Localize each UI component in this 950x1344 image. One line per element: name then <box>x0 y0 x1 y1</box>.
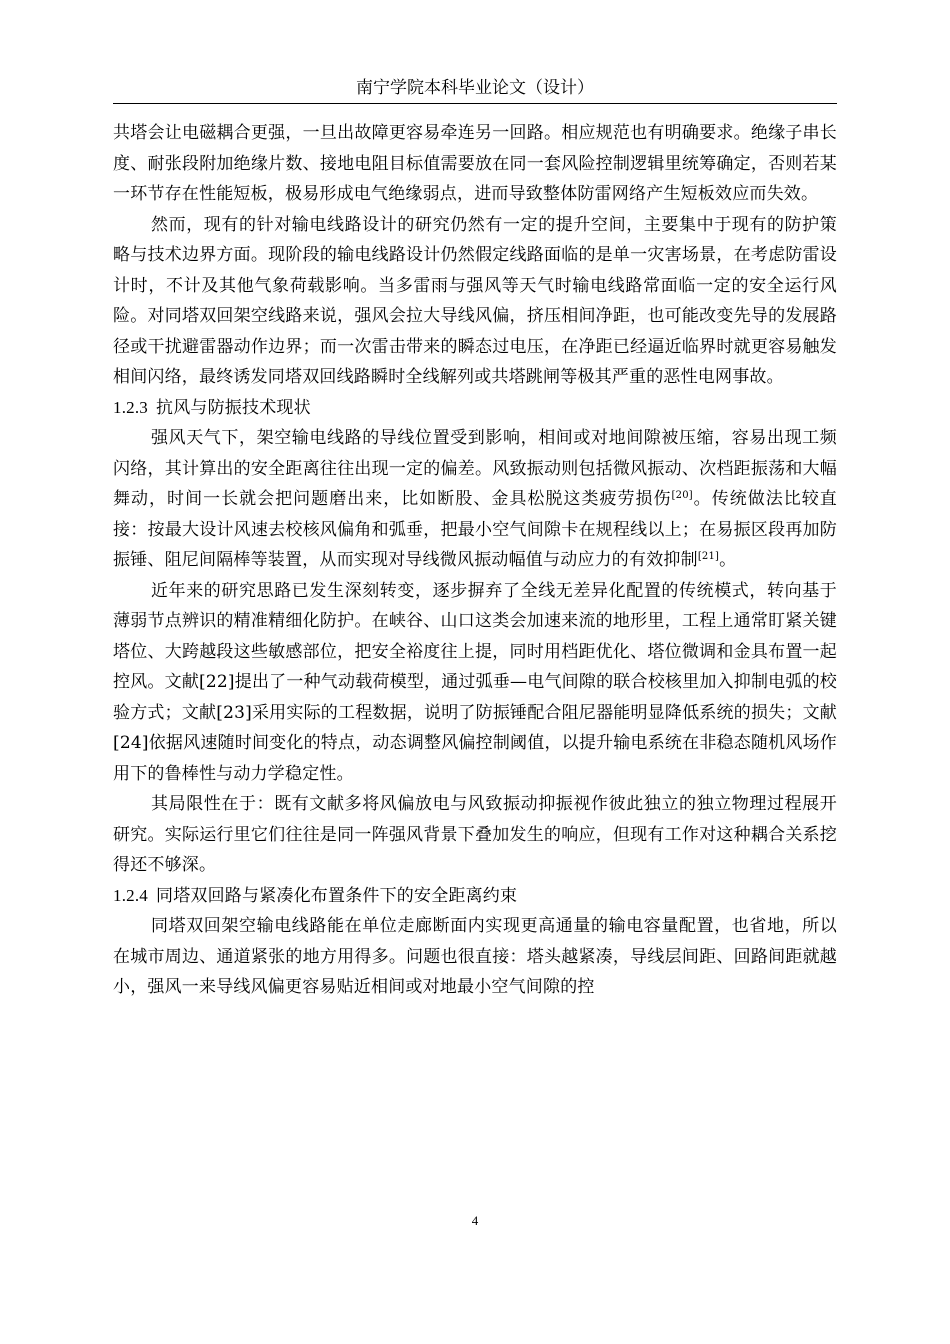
section-title: 同塔双回路与紧凑化布置条件下的安全距离约束 <box>156 885 518 906</box>
page-body <box>113 118 837 1003</box>
paragraph-limitations: 其局限性在于：既有文献多将风偏放电与风致振动抑振视作彼此独立的独立物理过程展开研究。实际运行里它们往往是同一阵强风背景下叠加发生的响应，但现有工作对这种耦合关系挖得还不够深。 <box>113 794 837 875</box>
page-number: 4 <box>471 1213 479 1228</box>
section-number: 1.2.3 <box>113 397 148 417</box>
paragraph-recent-research: 近年来的研究思路已发生深刻转变，逐步摒弃了全线无差异化配置的传统模式，转向基于薄弱节点辨识的精准精细化防护。在峡谷、山口这类会加速来流的地形里，工程上通常盯紧关键塔位、大跨越段这些敏感部位，把安全裕度往上提，同时用档距优化、塔位微调和金具布置一起控风。文献[22]提出了一种气动载荷模型，通过弧垂—电气间隙的联合校核里加入抑制电弧的校验方式；文献[23]采用实际的工程数据，说明了防振锤配合阻尼器能明显降低系统的损失；文献[24]依据风速随时间变化的特点，动态调整风偏控制阈值，以提升输电系统在非稳态随机风场作用下的鲁棒性与动力学稳定性。 <box>113 580 837 784</box>
section-title: 抗风与防振技术现状 <box>156 397 311 418</box>
text-run: 。 <box>719 550 737 570</box>
citation-20: [20] <box>671 490 693 501</box>
section-number: 1.2.4 <box>113 885 148 905</box>
text-run: 。传统做法比较直接：按最大设计风速去校核风偏角和弧垂，把最小空气间隙卡在规程线以上；在易振区段再加防振锤、阻尼间隔棒等装置，从而实现对导线微风振动幅值与动应力的有效抑制 <box>113 489 837 570</box>
running-header: 南宁学院本科毕业论文（设计） <box>356 78 594 98</box>
paragraph-continued: 共塔会让电磁耦合更强，一旦出故障更容易牵连另一回路。相应规范也有明确要求。绝缘子串长度、耐张段附加绝缘片数、接地电阻目标值需要放在同一套风险控制逻辑里统筹确定，否则若某一环节存在性能短板，极易形成电气绝缘弱点，进而导致整体防雷网络产生短板效应而失效。 <box>113 123 837 204</box>
paragraph-double-circuit: 同塔双回架空输电线路能在单位走廊断面内实现更高通量的输电容量配置，也省地，所以在城市周边、通道紧张的地方用得多。问题也很直接：塔头越紧凑，导线层间距、回路间距就越小，强风一来导线风偏更容易贴近相间或对地最小空气间隙的控 <box>113 916 837 997</box>
paragraph-wind-vibration <box>113 423 837 576</box>
section-heading-1-2-4 <box>113 881 837 912</box>
citation-21: [21] <box>697 551 720 562</box>
header-rule <box>113 103 837 104</box>
section-heading-1-2-3 <box>113 393 837 424</box>
paragraph-research-gap: 然而，现有的针对输电线路设计的研究仍然有一定的提升空间，主要集中于现有的防护策略与技术边界方面。现阶段的输电线路设计仍然假定线路面临的是单一灾害场景，在考虑防雷设计时，不计及其他气象荷载影响。当多雷雨与强风等天气时输电线路常面临一定的安全运行风险。对同塔双回架空线路来说，强风会拉大导线风偏，挤压相间净距，也可能改变先导的发展路径或干扰避雷器动作边界；而一次雷击带来的瞬态过电压，在净距已经逼近临界时就更容易触发相间闪络，最终诱发同塔双回线路瞬时全线解列或共塔跳闸等极其严重的恶性电网事故。 <box>113 214 837 387</box>
text-run: 强风天气下，架空输电线路的导线位置受到影响，相间或对地间隙被压缩，容易出现工频闪络，其计算出的安全距离往往出现一定的偏差。风致振动则包括微风振动、次档距振荡和大幅舞动，时间一长就会把问题磨出来，比如断股、金具松脱这类疲劳损伤 <box>113 428 837 509</box>
